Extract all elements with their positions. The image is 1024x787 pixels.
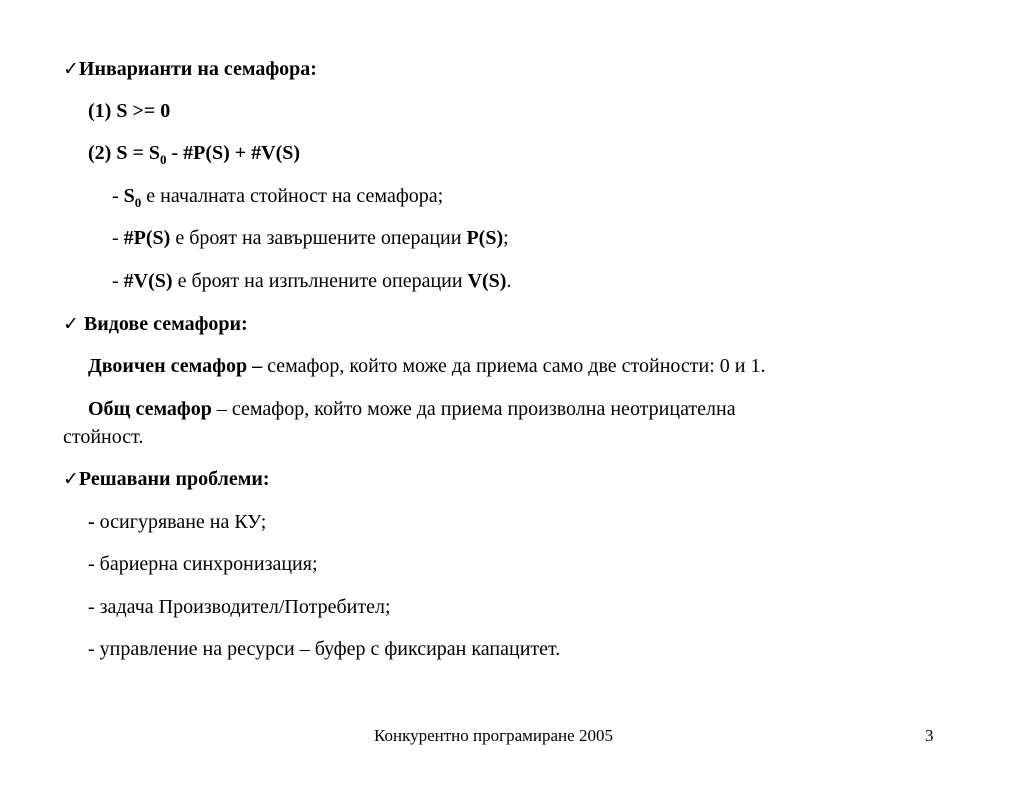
invariant-1	[88, 99, 170, 123]
invariant-2	[88, 141, 300, 165]
heading-invariants	[63, 57, 317, 81]
problem-item-2: - бариерна синхронизация;	[88, 553, 318, 575]
s0-description: - $S_0$ е началната стойност на семафора;	[112, 185, 444, 210]
footer-course: Конкурентно програмиране 2005	[374, 726, 613, 745]
problem-item-1: - осигуряване на КУ;	[88, 511, 267, 533]
checkmark-icon: ✓	[63, 313, 79, 335]
heading-text: Решавани проблеми:	[78, 468, 270, 490]
heading-text: Видове семафори:	[78, 313, 248, 335]
page-number: 3	[925, 726, 934, 745]
general-semaphore-cont: стойност.	[63, 426, 144, 448]
v-description: - #V(S) е броят на изпълнените операции V(S).	[112, 270, 512, 292]
invariant-2-text: (2) $S = S_0$ - #P(S) + #V(S)	[88, 142, 301, 167]
problem-item-4: - управление на ресурси – буфер с фиксиран капацитет.	[88, 638, 561, 660]
p-description: - #P(S) е броят на завършените операции P(S);	[112, 227, 509, 249]
heading-text: Инварианти на семафора:	[78, 58, 317, 80]
problem-item-3: - задача Производител/Потребител;	[88, 596, 391, 618]
checkmark-icon: ✓	[63, 58, 79, 80]
binary-semaphore: Двоичен семафор – семафор, който може да приема само две стойности: 0 и 1.	[88, 355, 766, 377]
general-semaphore: Общ семафор – семафор, който може да приема произволна неотрицателна	[88, 398, 736, 420]
heading-semaphore-types	[63, 312, 248, 336]
heading-solved-problems	[63, 467, 270, 491]
checkmark-icon: ✓	[63, 468, 79, 490]
invariant-1-text: (1) S >= 0	[88, 100, 171, 122]
